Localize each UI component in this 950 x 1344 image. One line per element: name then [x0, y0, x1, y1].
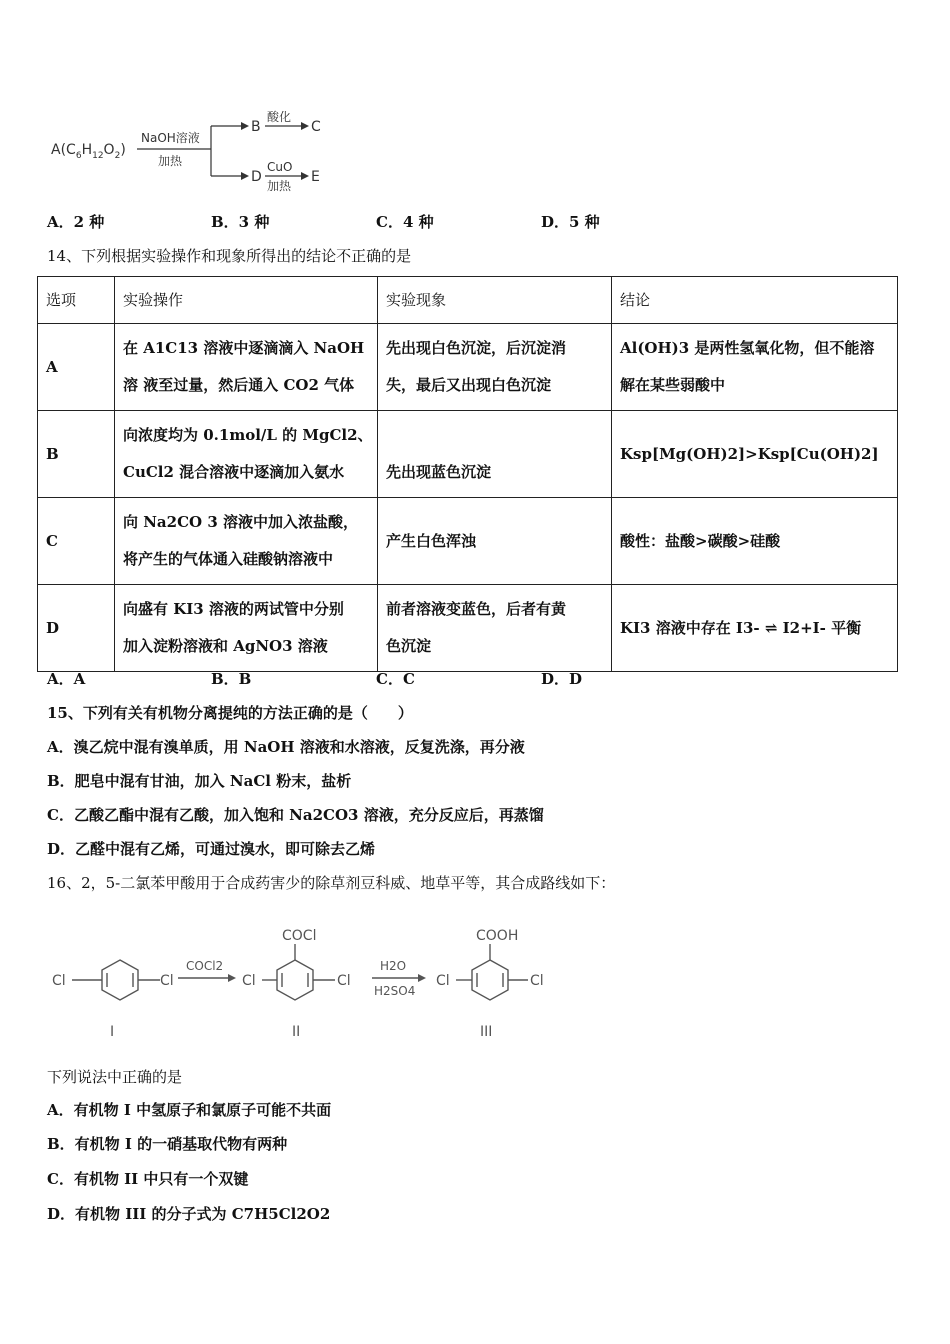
compound-b: B — [251, 119, 261, 135]
reagent-h2o: H2O — [380, 959, 407, 973]
row-conclusion-line1: Ksp[Mg(OH)2]>Ksp[Cu(OH)2] — [620, 444, 879, 463]
row-operation-line1: 向 Na2CO 3 溶液中加入浓盐酸， — [123, 513, 358, 531]
compound-d: D — [251, 169, 262, 185]
table-row-b — [38, 411, 898, 498]
row-operation-line1: 向盛有 KI3 溶液的两试管中分别 — [123, 600, 344, 618]
row-operation-line2: 加入淀粉溶液和 AgNO3 溶液 — [123, 637, 328, 655]
row-operation-line1: 在 A1C13 溶液中逐滴滴入 NaOH — [123, 339, 365, 357]
q14-stem: 14、下列根据实验操作和现象所得出的结论不正确的是 — [47, 247, 412, 265]
row-phenomenon-line2: 色沉淀 — [386, 637, 432, 655]
header-option: 选项 — [38, 277, 115, 324]
row-phenomenon-line1: 前者溶液变蓝色，后者有黄 — [386, 600, 567, 618]
q16-stem: 16、2，5-二氯苯甲酸用于合成药害少的除草剂豆科威、地草平等，其合成路线如下： — [47, 874, 616, 892]
compound-e: E — [311, 169, 320, 185]
atom-cl-2b: Cl — [337, 973, 351, 989]
row-option: C — [38, 498, 115, 585]
q16-option-b[interactable]: B．有机物 I 的一硝基取代物有两种 — [47, 1135, 288, 1153]
q14-option-a[interactable]: A．A — [47, 670, 86, 688]
q15-option-a[interactable]: A．溴乙烷中混有溴单质，用 NaOH 溶液和水溶液，反复洗涤，再分液 — [47, 738, 525, 756]
row-conclusion-line1: KI3 溶液中存在 I3- ⇌ I2+I- 平衡 — [620, 618, 862, 637]
atom-cl-3a: Cl — [436, 973, 450, 989]
reagent-cocl2: COCl2 — [186, 959, 224, 973]
q13-option-a[interactable]: A．2 种 — [47, 213, 105, 231]
table-row-a — [38, 324, 898, 411]
compound-c: C — [311, 119, 321, 135]
atom-cl-1a: Cl — [52, 973, 66, 989]
reagent-h2so4: H2SO4 — [374, 984, 416, 998]
atom-cl-1b: Cl — [160, 973, 174, 989]
q13-option-b[interactable]: B．3 种 — [211, 213, 270, 231]
reagent-naoh: NaOH溶液 — [141, 131, 200, 145]
row-conclusion-line1: Al(OH)3 是两性氢氧化物，但不能溶 — [620, 339, 875, 357]
header-conclusion: 结论 — [612, 277, 898, 324]
row-operation-line2: CuCl2 混合溶液中逐滴加入氨水 — [123, 463, 345, 481]
reagent-acidify: 酸化 — [267, 110, 292, 124]
row-conclusion-line1: 酸性：盐酸>碳酸>硅酸 — [620, 531, 781, 550]
row-phenomenon-line2: 先出现蓝色沉淀 — [386, 463, 492, 481]
q16-option-d[interactable]: D．有机物 III 的分子式为 C7H5Cl2O2 — [47, 1205, 331, 1223]
q16-option-a[interactable]: A．有机物 I 中氢原子和氯原子可能不共面 — [47, 1101, 332, 1119]
table-row-c — [38, 498, 898, 585]
row-operation-line1: 向浓度均为 0.1mol/L 的 MgCl2、 — [123, 426, 373, 444]
table-row-d — [38, 585, 898, 672]
row-option: D — [38, 585, 115, 672]
q13-option-d[interactable]: D．5 种 — [541, 213, 600, 231]
row-option: B — [38, 411, 115, 498]
q16-lead: 下列说法中正确的是 — [47, 1068, 183, 1086]
reaction-scheme-13 — [45, 108, 345, 194]
table-header-row — [38, 277, 898, 324]
q14-option-c[interactable]: C．C — [376, 670, 415, 688]
atom-cl-3b: Cl — [530, 973, 544, 989]
row-phenomenon-line2: 失，最后又出现白色沉淀 — [386, 376, 552, 394]
q15-option-b[interactable]: B．肥皂中混有甘油，加入 NaCl 粉末，盐析 — [47, 772, 352, 790]
synthesis-route-16 — [50, 920, 550, 1050]
q16-option-c[interactable]: C．有机物 II 中只有一个双键 — [47, 1170, 249, 1188]
row-operation-line2: 将产生的气体通入硅酸钠溶液中 — [123, 550, 334, 568]
row-phenomenon-line1: 产生白色浑浊 — [386, 531, 477, 550]
row-operation-line2: 溶 液至过量，然后通入 CO2 气体 — [123, 376, 355, 394]
q15-option-d[interactable]: D．乙醛中混有乙烯，可通过溴水，即可除去乙烯 — [47, 840, 376, 858]
reagent-heat-2: 加热 — [267, 179, 292, 193]
row-option: A — [38, 324, 115, 411]
label-compound-2: II — [292, 1024, 301, 1040]
label-compound-1: I — [110, 1024, 115, 1040]
reagent-cuo: CuO — [267, 160, 293, 174]
q13-option-c[interactable]: C．4 种 — [376, 213, 434, 231]
compound-a: $A(C_6H_{12}O_2)$ — [51, 142, 126, 161]
q15-option-c[interactable]: C．乙酸乙酯中混有乙酸，加入饱和 Na2CO3 溶液，充分反应后，再蒸馏 — [47, 806, 544, 824]
row-phenomenon-line1: 先出现白色沉淀，后沉淀消 — [386, 339, 567, 357]
q14-option-d[interactable]: D．D — [541, 670, 583, 688]
header-operation: 实验操作 — [115, 277, 378, 324]
q14-option-b[interactable]: B．B — [211, 670, 252, 688]
reagent-heat: 加热 — [158, 154, 183, 168]
row-conclusion-line2: 解在某些弱酸中 — [620, 376, 726, 394]
group-cooh: COOH — [476, 928, 519, 944]
q14-table — [37, 276, 898, 672]
atom-cl-2a: Cl — [242, 973, 256, 989]
header-phenomenon: 实验现象 — [378, 277, 612, 324]
q15-stem: 15、下列有关有机物分离提纯的方法正确的是（ ） — [47, 704, 413, 722]
row-phenomenon-line1 — [386, 417, 603, 454]
group-cocl: COCl — [282, 928, 317, 944]
label-compound-3: III — [480, 1024, 493, 1040]
